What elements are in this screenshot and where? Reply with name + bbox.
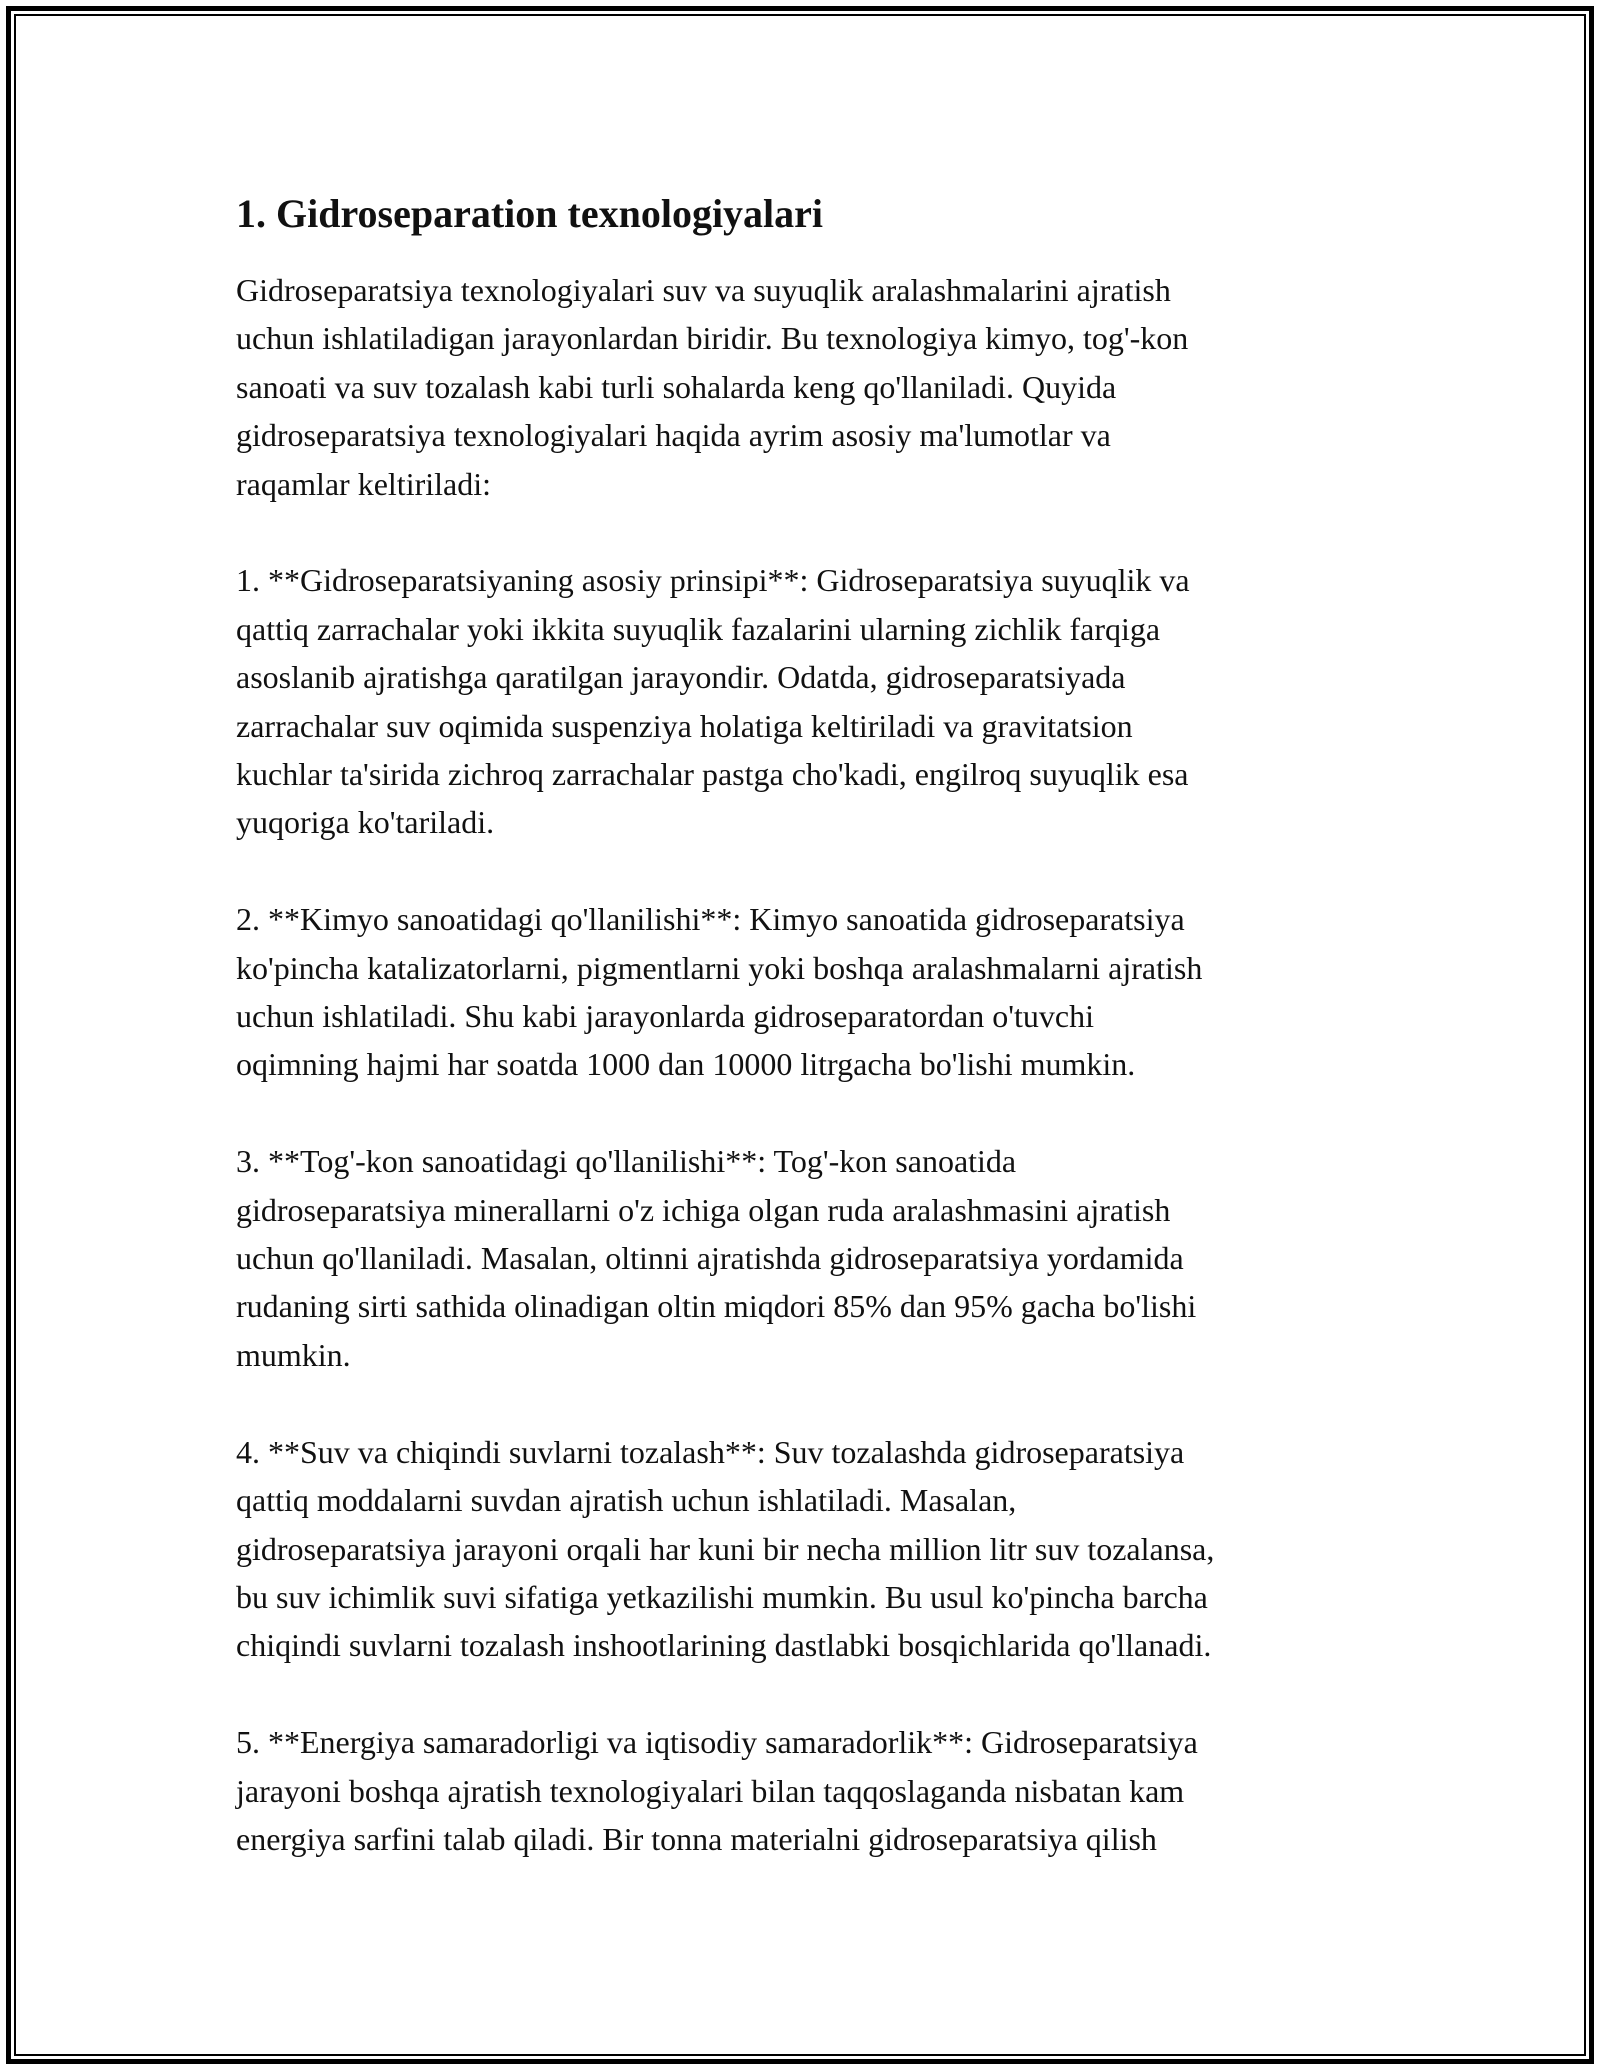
document-title: 1. Gidroseparation texnologiyalari xyxy=(236,191,824,236)
paragraph-chemical-industry: 2. **Kimyo sanoatidagi qo'llanilishi**: Kimyo sanoatida gidroseparatsiya ko'pincha katalizatorlarni, pigmentlarni yoki boshqa aralashmalarni ajratish uchun ishlatiladi. Shu kabi jarayonlarda gidroseparatordan o'tuvchi oqimning hajmi har soatda 1000 dan 10000 litrgacha bo'lishi mumkin. xyxy=(236,901,1203,1083)
paragraph-mining-industry: 3. **Tog'-kon sanoatidagi qo'llanilishi**: Tog'-kon sanoatida gidroseparatsiya minerallarni o'z ichiga olgan ruda aralashmasini ajratish uchun qo'llaniladi. Masalan, oltinni ajratishda gidroseparatsiya yordamida rudaning sirti sathida olinadigan oltin miqdori 85% dan 95% gacha bo'lishi mumkin. xyxy=(236,1143,1197,1373)
intro-paragraph: Gidroseparatsiya texnologiyalari suv va suyuqlik aralashmalarini ajratish uchun ishlatiladigan jarayonlardan biridir. Bu texnologiya kimyo, tog'-kon sanoati va suv tozalash kabi turli sohalarda keng qo'llaniladi. Quyida gidroseparatsiya texnologiyalari haqida ayrim asosiy ma'lumotlar va raqamlar keltiriladi: xyxy=(236,272,1189,502)
paragraph-water-treatment: 4. **Suv va chiqindi suvlarni tozalash**: Suv tozalashda gidroseparatsiya qattiq moddalarni suvdan ajratish uchun ishlatiladi. Masalan, gidroseparatsiya jarayoni orqali har kuni bir necha million litr suv tozalansa, bu suv ichimlik suvi sifatiga yetkazilishi mumkin. Bu usul ko'pincha barcha chiqindi suvlarni tozalash inshootlarining dastlabki bosqichlarida qo'llanadi. xyxy=(236,1433,1215,1664)
paragraph-energy-efficiency: 5. **Energiya samaradorligi va iqtisodiy samaradorlik**: Gidroseparatsiya jarayoni boshqa ajratish texnologiyalari bilan taqqoslaganda nisbatan kam energiya sarfini talab qiladi. Bir tonna materialni gidroseparatsiya qilish xyxy=(236,1724,1198,1857)
paragraph-principle: 1. **Gidroseparatsiyaning asosiy prinsipi**: Gidroseparatsiya suyuqlik va qattiq zarrachalar yoki ikkita suyuqlik fazalarini ularning zichlik farqiga asoslanib ajratishga qaratilgan jarayondir. Odatda, gidroseparatsiyada zarrachalar suv oqimida suspenziya holatiga keltiriladi va gravitatsion kuchlar ta'sirida zichroq zarrachalar pastga cho'kadi, engilroq suyuqlik esa yuqoriga ko'tariladi. xyxy=(236,562,1190,841)
document-page xyxy=(236,188,1366,1863)
